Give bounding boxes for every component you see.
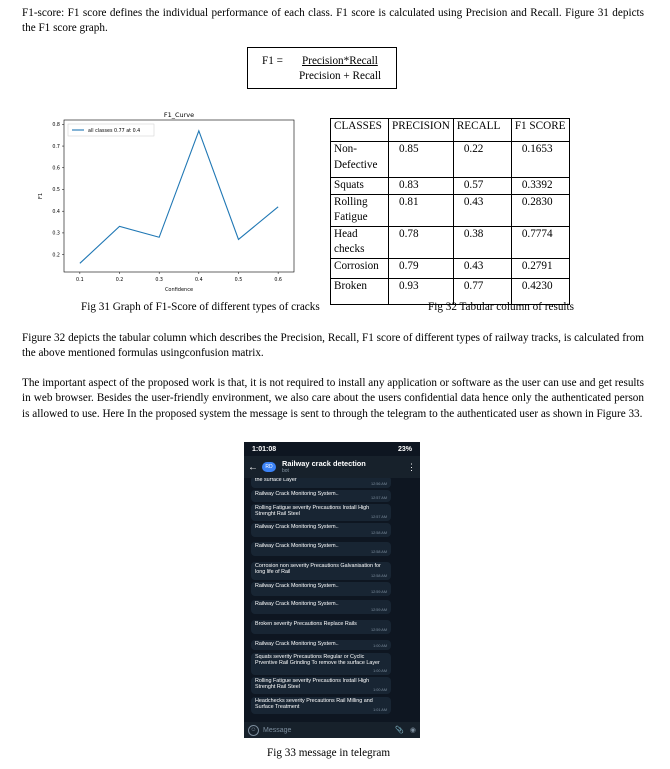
message-time: 12:59 AM <box>370 607 387 612</box>
y-tick-label: 0.2 <box>52 253 60 259</box>
y-tick-label: 0.5 <box>52 188 60 194</box>
table-cell: 0.2830 <box>511 194 569 226</box>
message-text: Railway Crack Monitoring System.. <box>255 524 339 530</box>
status-battery: 23% <box>397 445 412 453</box>
message-text: Railway Crack Monitoring System.. <box>255 583 339 589</box>
x-tick-label: 0.6 <box>274 278 282 283</box>
message-input[interactable]: Message <box>263 726 292 734</box>
message-time: 1:00 AM <box>373 643 387 648</box>
plot-frame <box>64 120 294 272</box>
message-time: 12:58 AM <box>370 573 387 578</box>
table-cell: 0.38 <box>453 226 511 258</box>
table-row <box>331 226 570 258</box>
message-time: 12:59 AM <box>370 627 387 632</box>
paragraph-table-description: Figure 32 depicts the tabular column which describes the Precision, Recall, F1 score of different types of railway tracks, is calculated from the above mentioned formulas usingconfusion matrix. <box>22 332 644 360</box>
table-header-cell: PRECISION <box>389 119 454 142</box>
chat-subtitle: bot <box>282 468 289 474</box>
message-text: Railway Crack Monitoring System.. <box>255 491 339 497</box>
attach-icon[interactable]: 📎 <box>395 727 404 734</box>
table-cell: 0.1653 <box>511 142 569 178</box>
chat-message[interactable] <box>251 542 391 556</box>
chat-message[interactable] <box>251 600 391 614</box>
paragraph-f1-intro: F1-score: F1 score defines the individual performance of each class. F1 score is calculated using Precision and Recall. Figure 31 depicts the F1 score graph. <box>22 7 644 35</box>
table-cell: Broken <box>331 278 389 304</box>
chat-title: Railway crack detection <box>282 459 366 468</box>
fig33-caption: Fig 33 message in telegram <box>267 747 391 759</box>
y-tick-label: 0.6 <box>52 166 60 172</box>
message-input-bar[interactable] <box>244 722 420 738</box>
chat-message[interactable] <box>251 677 391 694</box>
message-text: Railway Crack Monitoring System.. <box>255 601 339 607</box>
y-axis-label: F1 <box>38 192 44 200</box>
message-text: Headchecks severity Precautions Rail Milling and Surface Treatment <box>255 698 373 711</box>
x-tick-label: 0.3 <box>155 278 163 283</box>
x-tick-label: 0.2 <box>115 278 124 283</box>
chat-message[interactable] <box>251 562 391 580</box>
status-bar <box>244 442 420 456</box>
formula-lhs: F1 = <box>262 55 283 67</box>
message-time: 1:00 AM <box>373 668 387 673</box>
table-cell: 0.4230 <box>511 278 569 304</box>
message-text: Railway Crack Monitoring System.. <box>255 641 339 647</box>
x-tick-label: 0.5 <box>234 278 243 283</box>
table-cell: 0.83 <box>389 178 454 195</box>
message-text: Rolling Fatigue severity Precautions Install High Strenght Rail Steel <box>255 505 370 518</box>
table-header-row <box>331 119 570 142</box>
table-cell: 0.3392 <box>511 178 569 195</box>
chat-message[interactable] <box>251 582 391 596</box>
table-cell: Non-Defective <box>331 142 389 178</box>
chat-message[interactable] <box>251 640 391 650</box>
table-header-cell: CLASSES <box>331 119 389 142</box>
table-cell: 0.78 <box>389 226 454 258</box>
x-tick-label: 0.1 <box>76 278 84 283</box>
message-time: 12:58 AM <box>370 530 387 535</box>
table-cell: 0.77 <box>453 278 511 304</box>
table-row <box>331 258 570 278</box>
table-header-cell: F1 SCORE <box>511 119 569 142</box>
message-time: 1:01 AM <box>373 707 387 712</box>
message-time: 12:57 AM <box>370 495 387 500</box>
chat-message[interactable] <box>251 523 391 537</box>
f1-curve-chart <box>22 108 312 298</box>
y-tick-label: 0.4 <box>52 209 60 215</box>
table-header-cell: RECALL <box>453 119 511 142</box>
menu-dots-icon[interactable]: ⋮ <box>407 461 416 472</box>
fig32-caption: Fig 32 Tabular column of results <box>428 301 574 313</box>
table-row <box>331 142 570 178</box>
x-axis-label: Confidence <box>164 287 194 293</box>
table-cell: 0.81 <box>389 194 454 226</box>
message-list[interactable] <box>244 478 420 718</box>
results-table <box>330 118 570 305</box>
table-cell: 0.22 <box>453 142 511 178</box>
chat-message[interactable] <box>251 490 391 502</box>
table-cell: 0.43 <box>453 194 511 226</box>
chat-header <box>244 456 420 478</box>
table-cell: 0.7774 <box>511 226 569 258</box>
chat-message[interactable] <box>251 504 391 521</box>
legend-label: all classes 0.77 at 0.4 <box>88 129 141 134</box>
message-text: Corrosion non severity Precautions Galvanisation for long life of Rail <box>255 563 381 576</box>
f1-formula-box <box>247 47 397 89</box>
y-tick-label: 0.3 <box>52 231 60 237</box>
emoji-icon[interactable]: ☺ <box>248 725 259 736</box>
table-cell: 0.2791 <box>511 258 569 278</box>
paragraph-telegram-description: The important aspect of the proposed work is that, it is not required to install any application or software as the user can use and get results in web browser. Besides the user-friendly environment, we also care about the users confidential data hence only the authenticated person is allowed to use. Here In the proposed system the message is sent to through the telegram to the authenticated user as shown in Figure 33. <box>22 377 644 420</box>
formula-denominator: Precision + Recall <box>299 70 382 82</box>
status-time: 1:01:08 <box>252 445 277 453</box>
table-cell: 0.43 <box>453 258 511 278</box>
table-cell: Rolling Fatigue <box>331 194 389 226</box>
chart-title: F1_Curve <box>163 111 195 119</box>
table-cell: Head checks <box>331 226 389 258</box>
table-cell: 0.57 <box>453 178 511 195</box>
table-cell: 0.79 <box>389 258 454 278</box>
table-row <box>331 194 570 226</box>
message-time: 12:58 AM <box>370 549 387 554</box>
chat-message[interactable] <box>251 620 391 634</box>
message-time: 12:56 AM <box>370 481 387 486</box>
chat-message[interactable] <box>251 653 391 675</box>
message-text: Broken severity Precautions Replace Rails <box>255 621 357 627</box>
y-tick-label: 0.8 <box>52 123 60 129</box>
formula-numerator: Precision*Recall <box>302 55 378 67</box>
f1-series-line <box>80 131 278 263</box>
message-text: Squats severity Precautions Regular or Cyclic Prventive Rail Grinding To remove the surface Layer <box>255 654 380 667</box>
x-tick-label: 0.4 <box>195 278 203 283</box>
y-tick-label: 0.7 <box>52 144 60 150</box>
table-cell: Corrosion <box>331 258 389 278</box>
message-time: 12:59 AM <box>370 589 387 594</box>
telegram-screenshot <box>244 442 420 738</box>
chat-message[interactable] <box>251 478 391 488</box>
message-time: 1:00 AM <box>373 687 387 692</box>
message-time: 12:57 AM <box>370 514 387 519</box>
table-cell: Squats <box>331 178 389 195</box>
back-arrow-icon[interactable]: ← <box>248 461 258 473</box>
avatar[interactable]: RD <box>262 462 276 472</box>
camera-icon[interactable]: ◉ <box>409 727 416 734</box>
table-cell: 0.85 <box>389 142 454 178</box>
message-text: the surface Layer <box>255 478 297 483</box>
fig31-caption: Fig 31 Graph of F1-Score of different types of cracks <box>81 301 320 313</box>
chat-message[interactable] <box>251 697 391 714</box>
table-row <box>331 178 570 195</box>
table-cell: 0.93 <box>389 278 454 304</box>
message-text: Railway Crack Monitoring System.. <box>255 543 339 549</box>
message-text: Rolling Fatigue severity Precautions Install High Strenght Rail Steel <box>255 678 370 691</box>
